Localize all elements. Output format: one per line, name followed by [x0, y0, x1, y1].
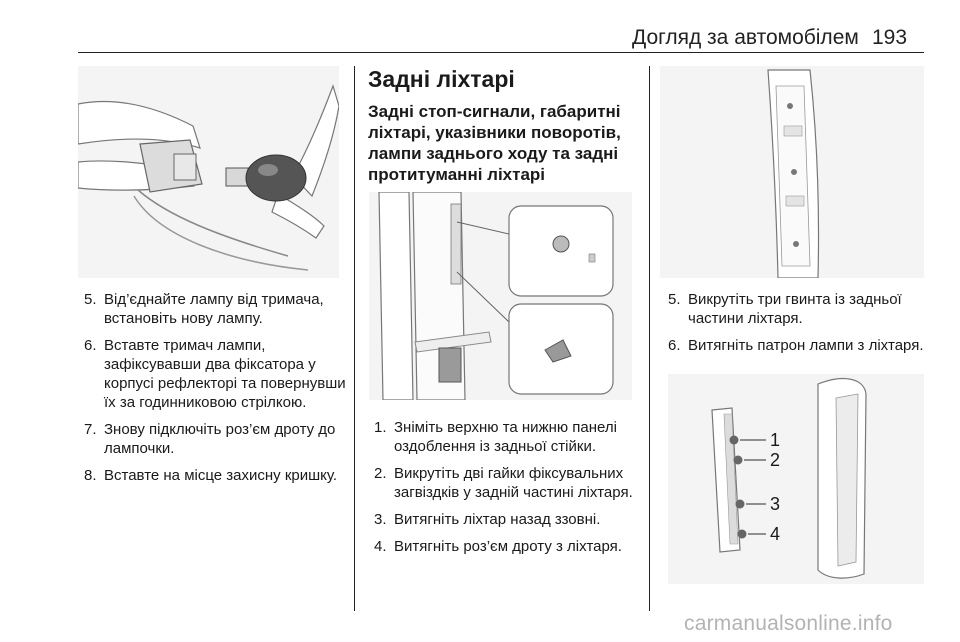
- list-item: 6. Вставте тримач лампи, зафіксувавши два фіксатора у корпусі рефлекторі та повернувши їх за годинниковою стрілкою.: [84, 337, 346, 411]
- list-item: 7. Знову підключіть роз’єм дроту до лампочки.: [84, 421, 336, 457]
- list-item: 3. Витягніть ліхтар назад ззовні.: [374, 511, 601, 528]
- callout-label: 3: [770, 494, 781, 514]
- section-subheading: Задні стоп-сигнали, габаритні ліхтарі, указівники поворотів, лампи заднього ходу та задні протитуманні ліхтарі: [368, 102, 621, 184]
- list-item: 6. Витягніть патрон лампи з ліхтаря.: [668, 337, 924, 354]
- bulb-replacement-illustration: [78, 66, 339, 278]
- column-divider-right: [649, 66, 650, 611]
- list-item: 1. Зніміть верхню та нижню панелі оздоблення із задньої стійки.: [374, 419, 617, 455]
- column-divider-left: [354, 66, 355, 611]
- header-rule: [78, 52, 924, 53]
- middle-steps-list: [374, 418, 642, 564]
- taillight-rear-illustration: [660, 66, 924, 278]
- list-item: 2. Викрутіть дві гайки фіксувальних загвіздків у задній частині ліхтаря.: [374, 465, 633, 501]
- list-item: 8. Вставте на місце захисну кришку.: [84, 467, 338, 484]
- bulb-socket-illustration: [668, 374, 924, 584]
- list-item: 4. Витягніть роз’єм дроту з ліхтаря.: [374, 538, 622, 555]
- list-item: 5. Від’єднайте лампу від тримача, встановіть нову лампу.: [84, 291, 324, 327]
- watermark: carmanualsonline.info: [684, 612, 893, 635]
- callout-label: 1: [770, 430, 781, 450]
- page-number: 193: [872, 26, 908, 49]
- section-heading: Задні ліхтарі: [368, 66, 515, 92]
- callout-label: 4: [770, 524, 781, 544]
- left-steps-list: [84, 290, 346, 493]
- list-item: 5. Викрутіть три гвинта із задньої частини ліхтаря.: [668, 291, 902, 327]
- rear-pillar-illustration: [369, 192, 632, 400]
- callout-label: 2: [770, 450, 781, 470]
- right-steps-list: [668, 290, 924, 363]
- running-header-title: Догляд за автомобілем: [632, 26, 859, 49]
